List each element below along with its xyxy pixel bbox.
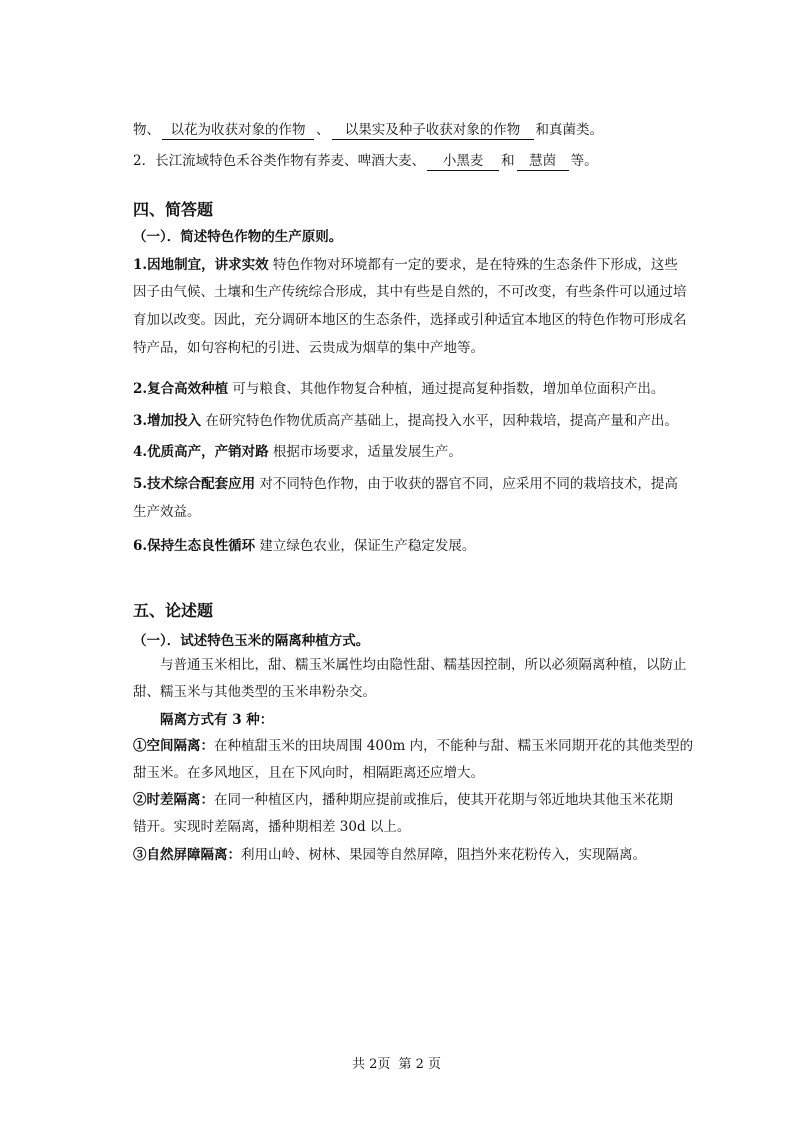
blank-line-prefix: 2．长江流域特色禾谷类作物有荞麦、啤酒大麦、 bbox=[133, 153, 426, 169]
separator: 、 bbox=[316, 122, 330, 138]
paragraph-line bbox=[133, 412, 678, 430]
current-page: 第 2 页 bbox=[398, 1057, 442, 1072]
method-title: ③自然屏障隔离： bbox=[133, 847, 241, 863]
total-pages: 共 2页 bbox=[351, 1057, 391, 1072]
principle-title: 6.保持生态良性循环 bbox=[133, 538, 256, 554]
paragraph-text: 在同一种植区内，播种期应提前或推后，使其开花期与邻近地块其他玉米花期 bbox=[214, 792, 673, 808]
paragraph-line: 与普通玉米相比，甜、糯玉米属性均由隐性甜、糯基因控制，所以必须隔离种植，以防止 bbox=[160, 657, 687, 673]
paragraph-line bbox=[133, 256, 678, 274]
blank-line-prefix: 物、 bbox=[133, 122, 160, 138]
paragraph-line bbox=[133, 791, 673, 809]
paragraph-line bbox=[133, 380, 664, 398]
principle-title: 1.因地制宜，讲求实效 bbox=[133, 257, 269, 273]
principle-title: 2.复合高效种植 bbox=[133, 381, 229, 397]
question-heading: （一）．简述特色作物的生产原则。 bbox=[133, 229, 343, 245]
paragraph-line bbox=[133, 443, 462, 461]
paragraph-text: 利用山岭、树林、果园等自然屏障，阻挡外来花粉传入，实现隔离。 bbox=[241, 847, 646, 863]
answer-blank: 慧茵 bbox=[517, 152, 569, 171]
question-heading: （一）．试述特色玉米的隔离种植方式。 bbox=[133, 633, 370, 649]
paragraph-line: 育加以改变。因此，充分调研本地区的生态条件，选择或引种适宜本地区的特色作物可形成名 bbox=[133, 312, 687, 328]
paragraph-line: 特产品，如句容枸杞的引进、云贵成为烟草的集中产地等。 bbox=[133, 340, 484, 356]
principle-title: 4.优质高产，产销对路 bbox=[133, 444, 269, 460]
answer-blank: 小黑麦 bbox=[427, 152, 499, 171]
method-title: ①空间隔离： bbox=[133, 738, 214, 754]
paragraph-line bbox=[133, 537, 475, 555]
paragraph-line bbox=[133, 737, 693, 755]
paragraph-text: 可与粮食、其他作物复合种植，通过提高复种指数，增加单位面积产出。 bbox=[232, 381, 665, 397]
blank-line-suffix: 等。 bbox=[570, 153, 598, 169]
paragraph-text: 根据市场要求，适量发展生产。 bbox=[272, 444, 462, 460]
conjunction: 和 bbox=[501, 153, 515, 169]
subheading: 隔离方式有 3 种： bbox=[160, 712, 274, 728]
paragraph-line bbox=[133, 475, 678, 493]
section-heading: 四、简答题 bbox=[133, 200, 214, 219]
paragraph-text: 在研究特色作物优质高产基础上，提高投入水平，因种栽培，提高产量和产出。 bbox=[205, 413, 678, 429]
fill-blank-line-1 bbox=[133, 121, 603, 140]
paragraph-text: 在种植甜玉米的田块周围 400m 内，不能种与甜、糯玉米同期开花的其他类型的 bbox=[214, 738, 694, 754]
paragraph-line: 因子由气候、土壤和生产传统综合形成，其中有些是自然的，不可改变，有些条件可以通过培 bbox=[133, 284, 687, 300]
paragraph-line: 生产效益。 bbox=[133, 504, 201, 520]
principle-title: 5.技术综合配套应用 bbox=[133, 476, 256, 492]
page-footer bbox=[0, 1053, 793, 1072]
blank-line-suffix: 和真菌类。 bbox=[535, 122, 603, 138]
method-title: ②时差隔离： bbox=[133, 792, 214, 808]
paragraph-text: 建立绿色农业，保证生产稳定发展。 bbox=[259, 538, 476, 554]
fill-blank-line-2 bbox=[133, 152, 598, 171]
paragraph-text: 特色作物对环境都有一定的要求，是在特殊的生态条件下形成，这些 bbox=[272, 257, 678, 273]
paragraph-text: 对不同特色作物，由于收获的器官不同，应采用不同的栽培技术，提高 bbox=[259, 476, 678, 492]
paragraph-line: 甜、糯玉米与其他类型的玉米串粉杂交。 bbox=[133, 684, 376, 700]
paragraph-line: 甜玉米。在多风地区，且在下风向时，相隔距离还应增大。 bbox=[133, 765, 484, 781]
answer-blank: 以花为收获对象的作物 bbox=[162, 121, 314, 140]
principle-title: 3.增加投入 bbox=[133, 413, 202, 429]
answer-blank: 以果实及种子收获对象的作物 bbox=[332, 121, 534, 140]
paragraph-line bbox=[133, 846, 646, 864]
section-heading: 五、论述题 bbox=[133, 601, 214, 620]
paragraph-line: 错开。实现时差隔离，播种期相差 30d 以上。 bbox=[133, 819, 411, 835]
